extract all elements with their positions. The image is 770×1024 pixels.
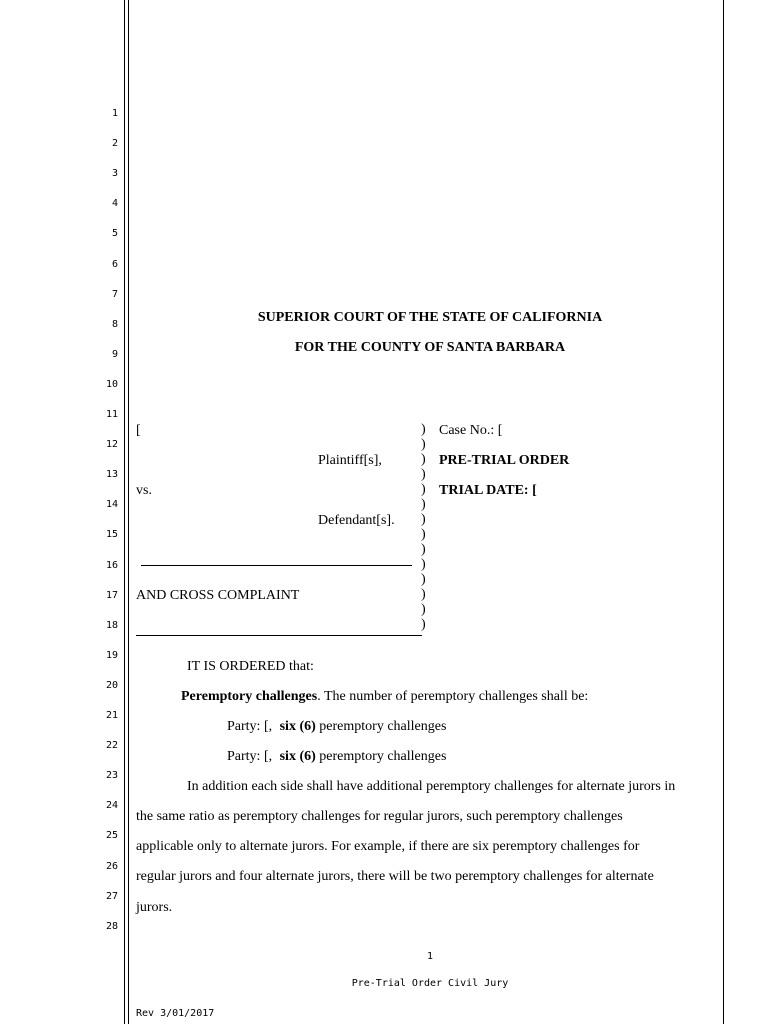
caption-divider	[141, 565, 412, 566]
revision-date: Rev 3/01/2017	[136, 1008, 215, 1019]
plaintiff-name-field: [	[136, 423, 141, 438]
alternate-jurors-line-5: jurors.	[136, 900, 173, 915]
caption-paren: )	[421, 587, 426, 602]
line-number: 25	[105, 830, 118, 842]
caption-paren: )	[421, 527, 426, 542]
line-number: 17	[105, 589, 118, 601]
caption-paren: )	[421, 467, 426, 482]
line-number: 28	[105, 920, 118, 932]
peremptory-heading: Peremptory challenges	[181, 689, 318, 704]
line-number: 7	[111, 288, 118, 300]
case-number: Case No.: [	[439, 423, 503, 438]
line-number: 9	[111, 348, 118, 360]
alternate-jurors-line-2: the same ratio as peremptory challenges for regular jurors, such peremptory challenges	[136, 809, 623, 824]
footer-title: Pre-Trial Order Civil Jury	[351, 978, 509, 989]
plaintiff-label: Plaintiff[s],	[318, 453, 382, 468]
document-title: PRE-TRIAL ORDER	[439, 453, 570, 468]
party-line-2	[227, 748, 446, 765]
party-2-prefix: Party: [,	[227, 749, 273, 764]
caption-paren: )	[421, 497, 426, 512]
ordered-statement: IT IS ORDERED that:	[187, 659, 314, 674]
trial-date: TRIAL DATE: [	[439, 483, 537, 498]
line-number: 10	[105, 378, 118, 390]
peremptory-text: . The number of peremptory challenges shall be:	[317, 689, 589, 704]
line-number: 15	[105, 529, 118, 541]
line-number: 3	[111, 168, 118, 180]
line-number: 1	[111, 108, 118, 119]
line-number: 8	[111, 318, 118, 330]
caption-paren: )	[421, 482, 426, 497]
right-margin-rule	[723, 0, 724, 1024]
alternate-jurors-line-4: regular jurors and four alternate jurors, there will be two peremptory challenges for alternate	[136, 869, 654, 884]
line-number: 6	[111, 258, 118, 270]
page-number: 1	[426, 951, 434, 962]
caption-paren: )	[421, 437, 426, 452]
caption-paren: )	[421, 422, 426, 437]
caption-paren: )	[421, 572, 426, 587]
party-2-count: six (6)	[279, 749, 316, 764]
caption-bottom-rule	[136, 635, 422, 636]
defendant-label: Defendant[s].	[318, 513, 395, 528]
party-1-suffix: peremptory challenges	[319, 719, 447, 734]
court-county: FOR THE COUNTY OF SANTA BARBARA	[294, 340, 566, 355]
line-number: 2	[111, 138, 118, 150]
line-number: 4	[111, 198, 118, 210]
left-margin-rule-inner	[128, 0, 129, 1024]
line-number: 14	[105, 499, 118, 511]
line-number: 12	[105, 439, 118, 451]
court-title: SUPERIOR COURT OF THE STATE OF CALIFORNIA	[257, 310, 603, 325]
line-number: 13	[105, 469, 118, 481]
party-2-suffix: peremptory challenges	[319, 749, 447, 764]
caption-paren: )	[421, 617, 426, 632]
alternate-jurors-line-3: applicable only to alternate jurors. For example, if there are six peremptory challenges for	[136, 839, 640, 854]
line-number: 16	[105, 559, 118, 571]
line-number: 20	[105, 679, 118, 691]
caption-paren: )	[421, 512, 426, 527]
line-number: 11	[105, 409, 118, 420]
line-number: 19	[105, 649, 118, 661]
left-margin-rule-outer	[124, 0, 125, 1024]
party-line-1	[227, 718, 446, 735]
line-number: 22	[105, 740, 118, 752]
caption-paren: )	[421, 602, 426, 617]
caption-paren: )	[421, 557, 426, 572]
line-number: 24	[105, 800, 118, 812]
versus-label: vs.	[136, 483, 152, 498]
line-number: 27	[105, 890, 118, 902]
party-1-prefix: Party: [,	[227, 719, 273, 734]
caption-paren: )	[421, 542, 426, 557]
peremptory-paragraph	[181, 688, 588, 705]
line-number: 18	[105, 619, 118, 631]
cross-complaint-label: AND CROSS COMPLAINT	[136, 588, 300, 603]
alternate-jurors-line-1: In addition each side shall have additional peremptory challenges for alternate jurors in	[187, 779, 676, 794]
line-number: 5	[111, 228, 118, 240]
party-1-count: six (6)	[279, 719, 316, 734]
line-number: 21	[105, 710, 118, 721]
line-number: 26	[105, 860, 118, 872]
line-number: 23	[105, 770, 118, 782]
caption-paren: )	[421, 452, 426, 467]
